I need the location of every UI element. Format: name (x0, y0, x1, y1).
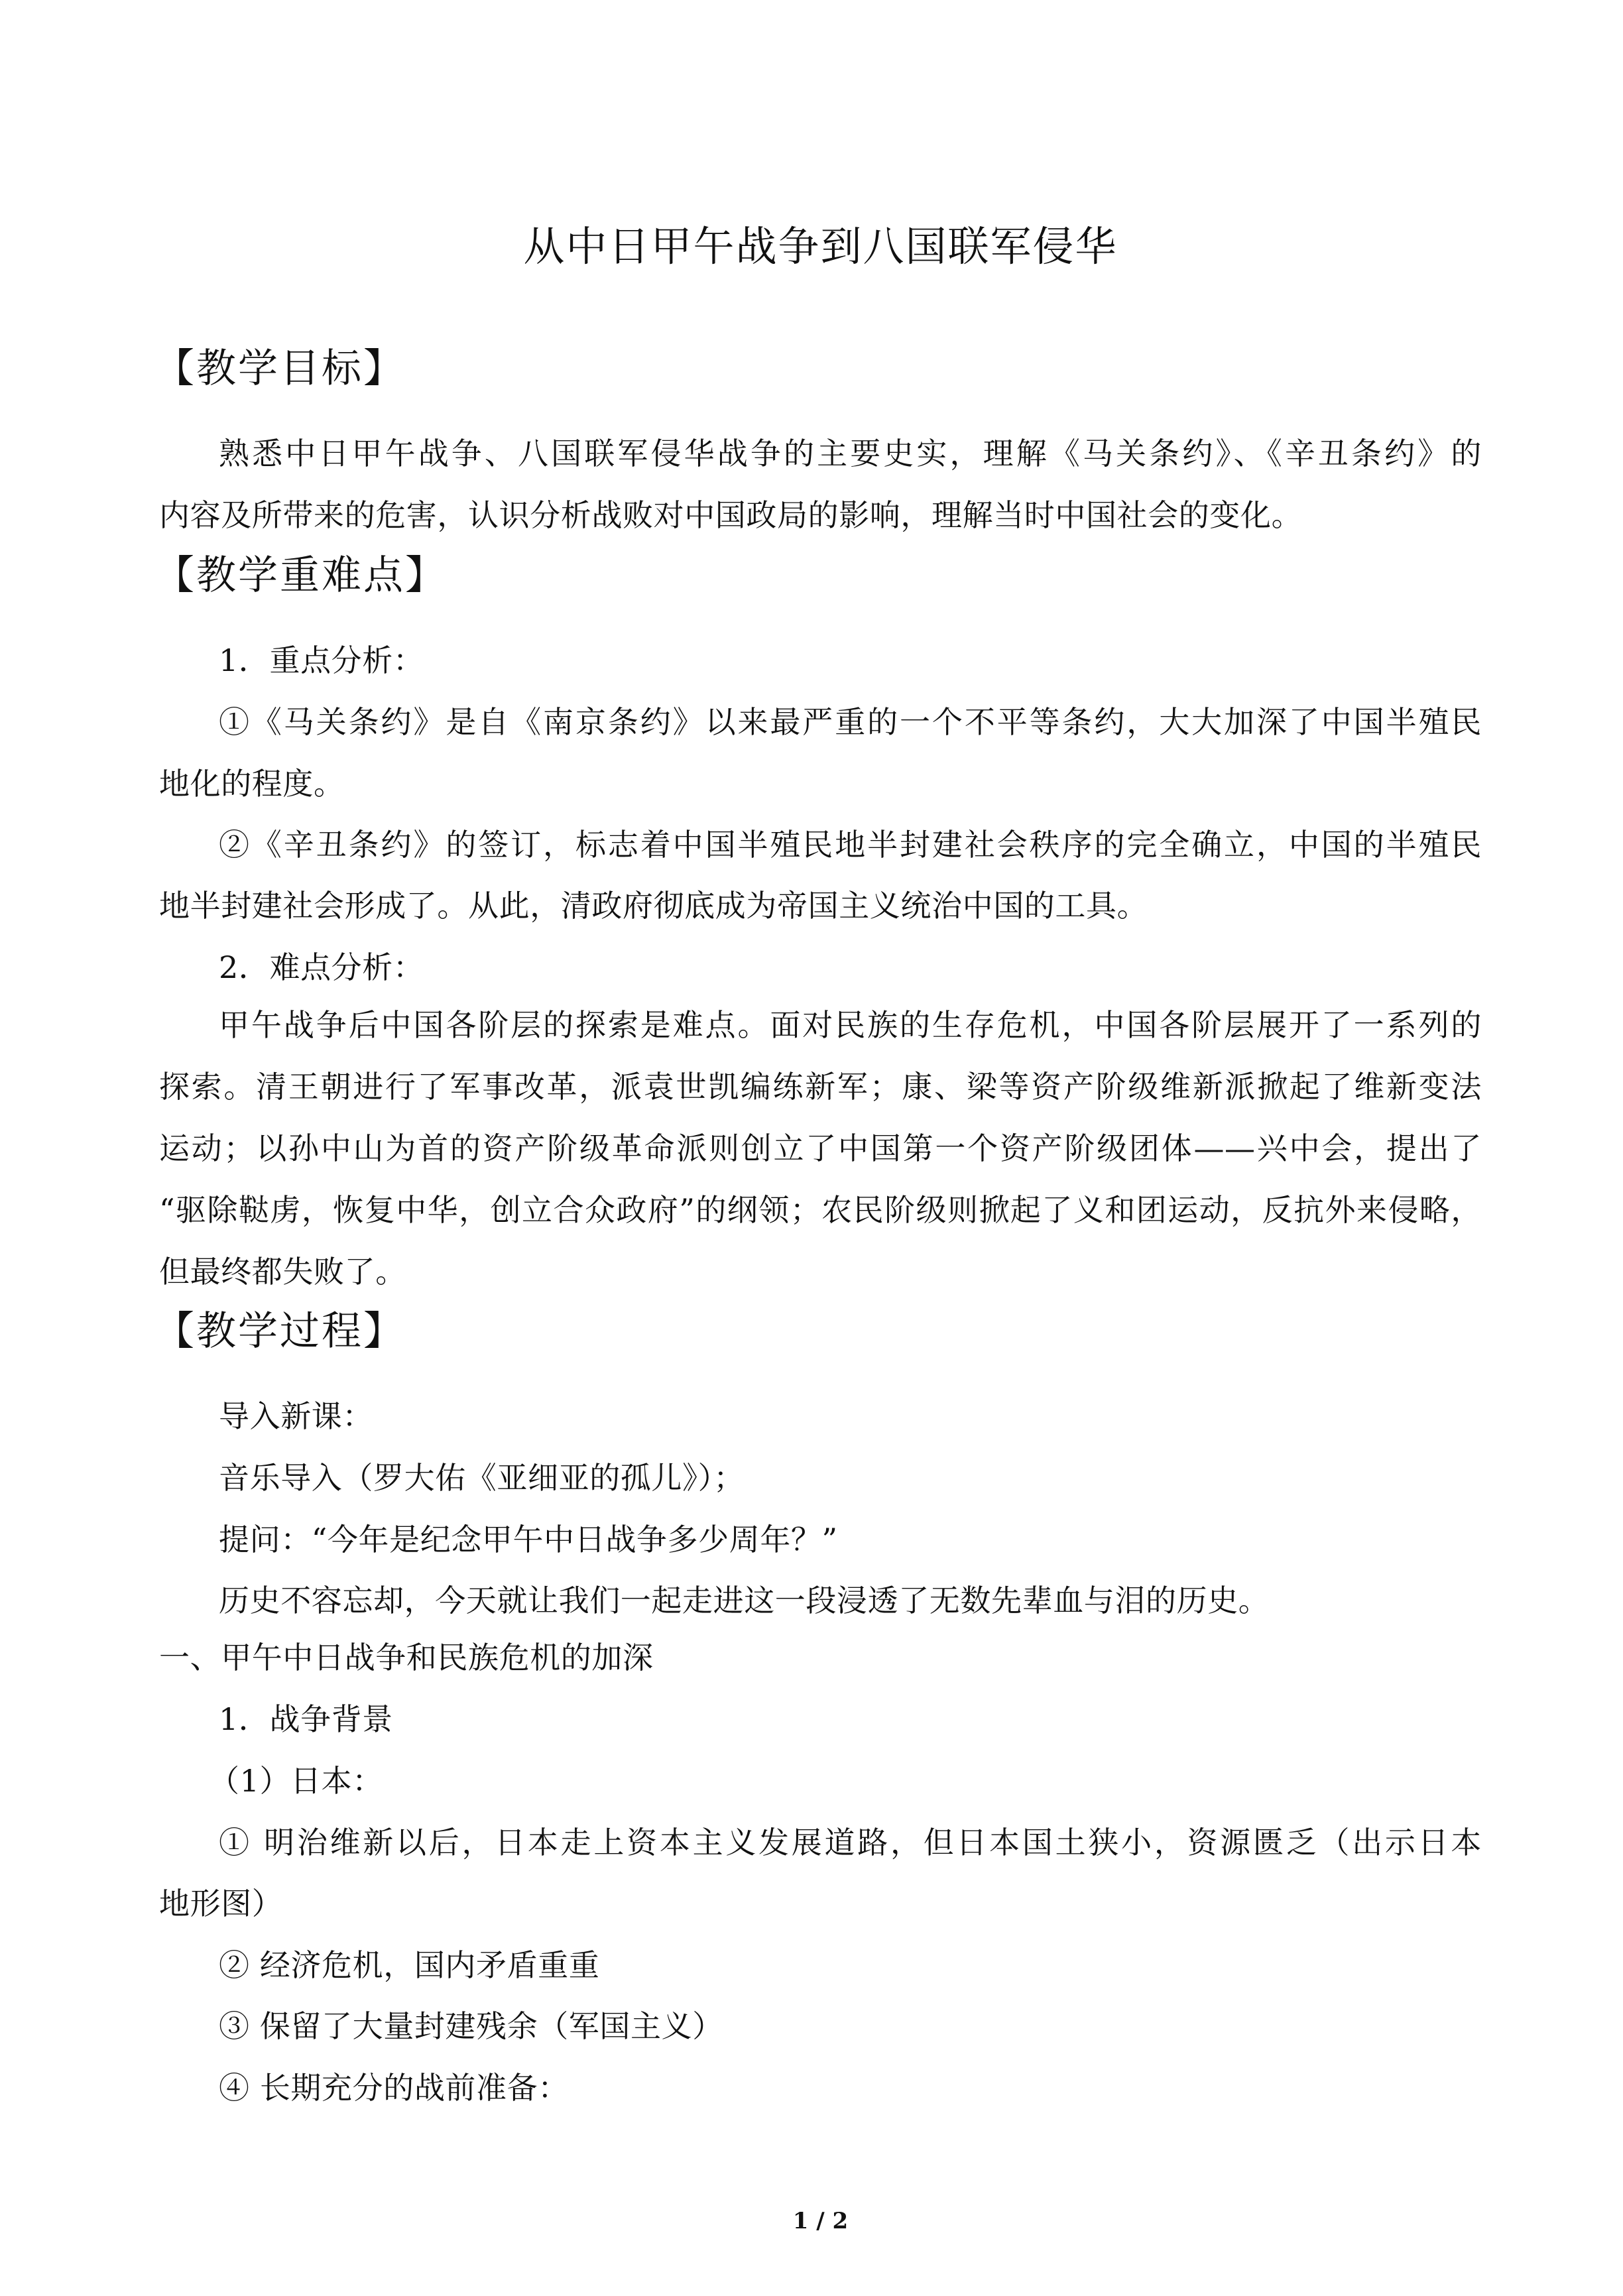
paragraph-line: 熟悉中日甲午战争、八国联军侵华战争的主要史实，理解《马关条约》、《辛丑条约》的 (219, 436, 1482, 471)
paragraph-line: 1．重点分析： (219, 642, 424, 678)
paragraph-line: ② 经济危机，国内矛盾重重 (219, 1947, 600, 1983)
paragraph-line: ①《马关条约》是自《南京条约》以来最严重的一个不平等条约，大大加深了中国半殖民 (219, 704, 1482, 740)
page-title: 从中日甲午战争到八国联军侵华 (523, 222, 1118, 271)
paragraph-line: ②《辛丑条约》的签订，标志着中国半殖民地半封建社会秩序的完全确立，中国的半殖民 (219, 827, 1482, 863)
paragraph-line: 地化的程度。 (159, 766, 345, 802)
section-heading-objectives: 【教学目标】 (154, 345, 405, 392)
paragraph-line: ④ 长期充分的战前准备： (219, 2070, 569, 2106)
paragraph-line: “驱除鞑虏，恢复中华，创立合众政府”的纲领；农民阶级则掀起了义和团运动，反抗外来侵略， (159, 1192, 1482, 1228)
paragraph-line: 运动；以孙中山为首的资产阶级革命派则创立了中国第一个资产阶级团体——兴中会，提出了 (159, 1130, 1482, 1166)
paragraph-line: 地形图） (159, 1886, 283, 1921)
paragraph-line: 但最终都失败了。 (159, 1254, 406, 1290)
paragraph-line: （1）日本： (209, 1763, 383, 1799)
paragraph-line: ① 明治维新以后，日本走上资本主义发展道路，但日本国土狭小，资源匮乏（出示日本 (219, 1825, 1482, 1860)
paragraph-line: 历史不容忘却，今天就让我们一起走进这一段浸透了无数先辈血与泪的历史。 (219, 1583, 1270, 1618)
document-page (154, 0, 1482, 2296)
paragraph-line: 地半封建社会形成了。从此，清政府彻底成为帝国主义统治中国的工具。 (159, 888, 1148, 924)
paragraph-line: 2．难点分析： (219, 949, 424, 985)
page-number: 1 / 2 (792, 2208, 849, 2234)
section-heading-key-points: 【教学重难点】 (154, 552, 447, 599)
section-heading-process: 【教学过程】 (154, 1308, 405, 1355)
paragraph-line: 1．战争背景 (219, 1701, 393, 1737)
paragraph-line: 提问：“今年是纪念甲午中日战争多少周年？” (219, 1522, 838, 1557)
paragraph-line: ③ 保留了大量封建残余（军国主义） (219, 2008, 723, 2044)
paragraph-line: 甲午战争后中国各阶层的探索是难点。面对民族的生存危机，中国各阶层展开了一系列的 (219, 1007, 1482, 1043)
subsection-heading: 一、甲午中日战争和民族危机的加深 (159, 1640, 654, 1675)
paragraph-line: 探索。清王朝进行了军事改革，派袁世凯编练新军；康、梁等资产阶级维新派掀起了维新变法 (159, 1069, 1482, 1105)
paragraph-line: 音乐导入（罗大佑《亚细亚的孤儿》）； (219, 1460, 745, 1496)
paragraph-line: 内容及所带来的危害，认识分析战败对中国政局的影响，理解当时中国社会的变化。 (159, 497, 1303, 533)
paragraph-line: 导入新课： (219, 1398, 373, 1434)
